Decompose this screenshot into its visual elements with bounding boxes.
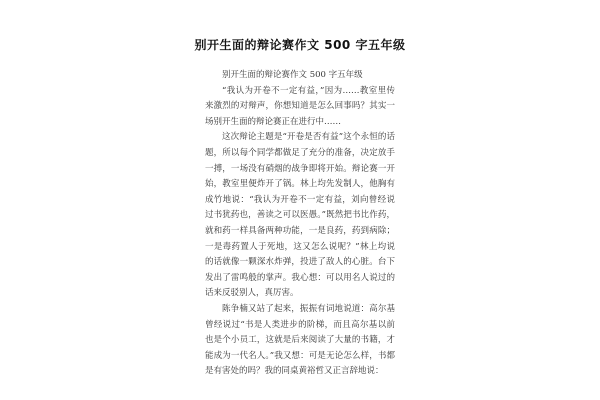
paragraph-2: 这次辩论主题是“开卷是否有益”这个永恒的话题，所以每个同学都做足了充分的准备，决定放手一搏，一场没有硝烟的战争即将开始。辩论赛一开始，教室里便炸开了锅。林上均先发制人，他胸有成竹地说：“我认为开卷不一定有益，刘向曾经说过书犹药也，善读之可以医愚。”既然把书比作药，就和药一样具备两种功能，一是良药，药到病除；一是毒药置人于死地，这又怎么说呢？”林上均说的话就像一颗深水炸弹，投进了敌人的心脏。台下发出了雷鸣般的掌声。我心想：可以用名人说过的话来反驳别人，真厉害。 — [205, 132, 395, 299]
article-body — [205, 68, 395, 380]
paragraph-3: 陈争楠又站了起来，振振有词地说道：高尔基曾经说过“书是人类进步的阶梯，而且高尔基以前也是个小员工，这就是后来阅读了大量的书籍，才能成为一代名人。”我又想：可是无论怎么样，书都是有害处的吗？我的同桌黄裕哲又正言辞地说： — [205, 303, 395, 377]
document-title: 别开生面的辩论赛作文 500 字五年级 — [194, 38, 406, 52]
article-subtitle: 别开生面的辩论赛作文 500 字五年级 — [222, 70, 363, 80]
paragraph-1: “我认为开卷不一定有益，”因为……教室里传来激烈的对辩声，你想知道是怎么回事吗？其实一场别开生面的辩论赛正在进行中…… — [205, 85, 395, 127]
